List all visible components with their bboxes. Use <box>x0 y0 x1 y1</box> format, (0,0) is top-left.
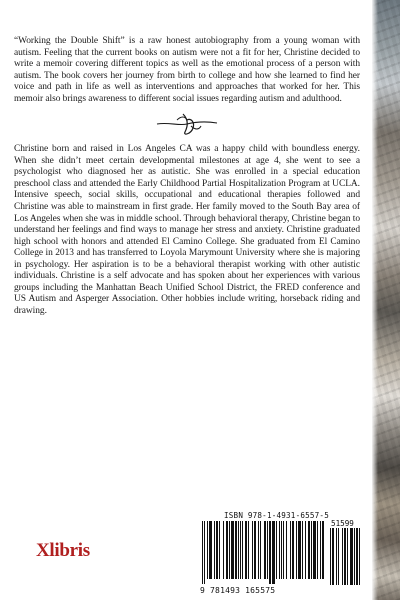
cover-photo-edge <box>372 0 400 600</box>
publisher-logo: Xlibris <box>36 540 90 561</box>
book-description: “Working the Double Shift” is a raw honest autobiography from a young woman with autism. Feeling that the current books on autism were not a fit for her, Christine decided to write a memoir covering different topics as well as the emotional process of a person with autism. The book covers her journey from birth to college and how she learned to find her voice and path in life as well as interventions and approaches that worked for her. This memoir also brings awareness to different social issues regarding autism and adulthood. <box>14 36 360 104</box>
addon-barcode-bars <box>330 528 360 585</box>
author-biography: Christine born and raised in Los Angeles CA was a happy child with boundless energy. When she didn’t meet certain developmental milestones at age 4, she went to see a psychologist who diagnosed her as autistic. She was enrolled in a special education preschool class and attended the Early Childhood Partial Hospitalization Program at UCLA. Intensive speech, social skills, occupational and educational therapies followed and Christine was able to mainstream in first grade. Her family moved to the South Bay area of Los Angeles when she was in middle school. Through behavioral therapy, Christine began to understand her feelings and find ways to manage her stress and anxiety. Christine graduated high school with honors and attended El Camino College. She graduated from El Camino College in 2013 and has transferred to Loyola Marymount University where she is majoring in psychology. Her aspiration is to be a behavioral therapist working with other autistic individuals. Christine is a self advocate and has spoken about her experiences with various groups including the Manhattan Beach Unified School District, the FRED conference and US Autism and Asperger Association. Other hobbies include writing, horseback riding and drawing. <box>14 144 360 316</box>
price-code: 51599 <box>331 519 354 528</box>
isbn-barcode <box>194 508 364 598</box>
isbn-label: ISBN 978-1-4931-6557-5 <box>224 511 329 520</box>
ean-digits: 9 781493 165575 <box>200 586 276 595</box>
back-cover-text <box>14 36 360 317</box>
flourish-ornament-icon <box>147 110 227 138</box>
ean-barcode-bars <box>202 521 326 585</box>
